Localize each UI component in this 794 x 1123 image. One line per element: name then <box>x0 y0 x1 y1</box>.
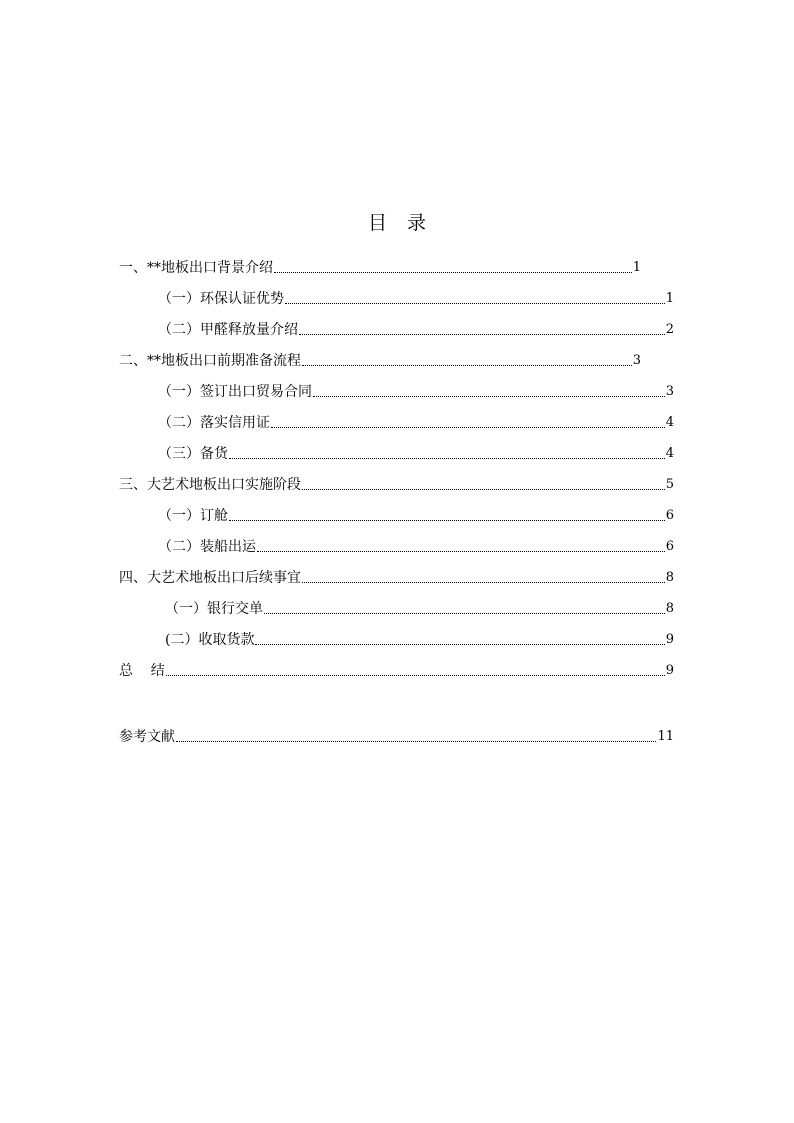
toc-entry-label: （二）甲醛释放量介绍 <box>158 322 298 338</box>
toc-entry-chapter-3[interactable] <box>119 476 674 494</box>
toc-entry-label: 参考文献 <box>119 729 175 745</box>
toc-entry-section-3-2[interactable] <box>158 538 674 556</box>
toc-entry-label: 一、**地板出口背景介绍 <box>119 260 273 276</box>
toc-entry-references[interactable] <box>119 728 674 746</box>
toc-entry-page: 8 <box>665 570 674 585</box>
toc-entry-page: 5 <box>665 477 674 492</box>
toc-entry-label: （一）签订出口贸易合同 <box>158 384 312 400</box>
toc-entry-page: 8 <box>665 601 674 616</box>
toc-entry-page: 9 <box>665 632 674 647</box>
toc-leader-dots <box>271 414 665 432</box>
toc-entry-chapter-1[interactable] <box>119 259 641 277</box>
toc-leader-dots <box>299 321 665 339</box>
toc-entry-section-3-1[interactable] <box>158 507 674 525</box>
toc-leader-dots <box>229 507 665 525</box>
toc-leader-dots <box>302 352 632 370</box>
toc-title-char-1: 目 <box>367 212 387 234</box>
toc-entry-label: 二、**地板出口前期准备流程 <box>119 353 301 369</box>
toc-leader-dots <box>255 631 664 649</box>
toc-leader-dots <box>264 600 665 618</box>
toc-leader-dots <box>176 728 656 746</box>
toc-entry-summary[interactable] <box>119 662 674 680</box>
toc-leader-dots <box>285 290 665 308</box>
toc-entry-page: 6 <box>665 539 674 554</box>
toc-entry-page: 2 <box>665 322 674 337</box>
toc-entry-section-1-2[interactable] <box>158 321 674 339</box>
toc-entry-label: （二）落实信用证 <box>158 415 270 431</box>
toc-entry-label: （一）银行交单 <box>165 601 263 617</box>
toc-leader-dots <box>257 538 665 556</box>
toc-entry-label: （三）备货 <box>158 446 228 462</box>
toc-entry-page: 1 <box>665 291 674 306</box>
toc-leader-dots <box>229 445 665 463</box>
toc-entry-chapter-2[interactable] <box>119 352 641 370</box>
toc-entry-label: (二）收取货款 <box>165 632 255 648</box>
toc-entry-section-2-3[interactable] <box>158 445 674 463</box>
toc-entry-label: （二）装船出运 <box>158 539 256 555</box>
toc-entry-section-2-1[interactable] <box>158 383 674 401</box>
toc-entry-page: 4 <box>665 415 674 430</box>
toc-entry-section-4-1[interactable] <box>165 600 674 618</box>
toc-entry-page: 6 <box>665 508 674 523</box>
toc-entry-label: （一）订舱 <box>158 508 228 524</box>
toc-entry-section-4-2[interactable] <box>165 631 674 649</box>
toc-entry-label: 四、大艺术地板出口后续事宜 <box>119 570 301 586</box>
toc-leader-dots <box>302 569 665 587</box>
toc-leader-dots <box>302 476 665 494</box>
toc-entry-page: 4 <box>665 446 674 461</box>
toc-entry-label: 三、大艺术地板出口实施阶段 <box>119 477 301 493</box>
toc-entry-page: 3 <box>665 384 674 399</box>
toc-entry-section-1-1[interactable] <box>158 290 674 308</box>
toc-entry-page: 3 <box>632 353 641 368</box>
toc-entry-label: （一）环保认证优势 <box>158 291 284 307</box>
toc-entry-page: 9 <box>665 663 674 678</box>
toc-entry-page: 1 <box>632 260 641 275</box>
toc-leader-dots <box>166 662 665 680</box>
toc-entry-chapter-4[interactable] <box>119 569 674 587</box>
toc-leader-dots <box>313 383 665 401</box>
toc-leader-dots <box>274 259 632 277</box>
toc-entry-label: 总 结 <box>119 663 165 679</box>
toc-entry-page: 11 <box>657 729 674 744</box>
toc-title-char-2: 录 <box>407 212 427 234</box>
toc-entry-section-2-2[interactable] <box>158 414 674 432</box>
